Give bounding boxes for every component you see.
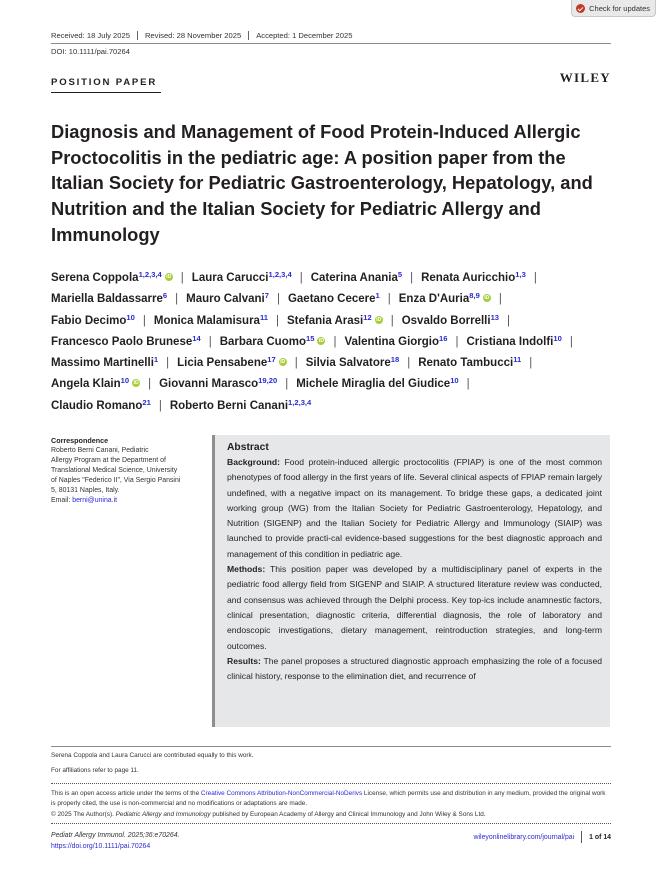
author-name-text: Mariella Baldassarre [51,293,163,306]
author-separator: | [276,293,280,306]
publisher-logo: WILEY [559,70,611,85]
author-name[interactable] [219,333,326,348]
author-separator: | [407,357,411,370]
author-name[interactable] [288,293,380,305]
orcid-icon[interactable]: iD [376,316,382,323]
footer-citation [51,831,179,852]
license-post: License, which permits use and distribution in any medium, provided the original work is properly cited, the use is non-commercial and no modifications or adaptations are made. [51,790,606,808]
check-updates-icon [576,4,585,13]
correspondence-line: 5, 80131 Naples, Italy. [51,487,120,494]
license-divider [51,783,611,784]
author-separator: | [275,314,279,327]
author-name[interactable] [311,272,402,284]
footer-right [474,831,611,843]
author-name-text: Monica Malamisura [153,314,260,327]
author-separator: | [180,272,184,284]
section-label: Results: [227,655,261,666]
author-separator: | [148,378,152,391]
footer-separator [581,831,582,843]
correspondence-heading: Correspondence [51,436,109,445]
author-name[interactable] [192,272,292,284]
author-name-text: Enza D'Auria [398,293,470,306]
accepted-date: Accepted: 1 December 2025 [248,31,359,40]
orcid-icon[interactable]: iD [166,273,172,280]
revised-date: Revised: 28 November 2025 [137,31,248,40]
author-separator: | [142,314,146,327]
author-separator: | [158,399,162,412]
author-name[interactable] [51,333,201,348]
author-name-text: Valentina Giorgio [344,335,440,348]
correspondence-line: Roberto Berni Canani, Pediatric [51,447,149,454]
author-name-text: Mauro Calvani [186,293,265,306]
author-name[interactable] [399,293,491,305]
affiliation-superscript[interactable]: 1,3 [515,270,526,279]
author-name-text: Stefania Arasi [286,314,364,327]
affiliation-superscript[interactable]: 13 [490,312,500,322]
orcid-icon[interactable]: iD [280,359,286,366]
author-line [51,311,617,332]
license-pre: This is an open access article under the terms of the [51,790,201,797]
author-line [51,374,617,395]
author-name-text: Caterina Anania [310,272,398,284]
section-text: The panel proposes a structured diagnostic approach emphasizing the role of a focused clinical history, response to the elimination diet, and recurrence of [227,655,603,682]
author-separator: | [507,314,511,327]
author-name[interactable] [466,333,562,348]
author-name[interactable] [51,312,135,327]
correspondence-line: Translational Medical Science, University [51,467,178,474]
author-name-text: Licia Pensabene [177,357,268,370]
affiliation-superscript[interactable]: 11 [259,312,268,322]
affiliation-superscript[interactable]: 10 [450,376,459,386]
author-separator: | [569,335,573,348]
author-name[interactable] [177,357,287,369]
author-name[interactable] [286,312,383,327]
author-name[interactable] [296,378,458,390]
author-name[interactable] [418,357,521,369]
author-separator: | [166,357,170,370]
author-separator: | [208,335,212,348]
header-divider [51,43,611,44]
author-name[interactable] [421,272,526,284]
affiliation-superscript[interactable]: 17 [267,355,276,365]
footer-divider [51,823,611,824]
author-name-text: Claudio Romano [51,399,143,412]
orcid-icon[interactable]: iD [133,380,139,387]
author-separator: | [294,357,298,370]
affiliation-superscript[interactable]: 12 [363,312,372,322]
abstract-methods [227,562,602,654]
affiliation-superscript[interactable]: 1,2,3,4 [288,397,312,407]
author-separator: | [387,293,391,306]
article-dates [51,31,359,40]
author-name-text: Renato Tambucci [418,357,514,370]
journal-site-link[interactable]: wileyonlinelibrary.com/journal/pai [473,833,575,841]
author-name-text: Laura Carucci [191,272,269,284]
author-line [51,289,617,310]
author-separator: | [285,378,289,391]
paper-type: POSITION PAPER [51,77,158,88]
cc-license-link[interactable]: Creative Commons Attribution-NonCommercial-NoDerivs [200,790,363,797]
affiliation-superscript[interactable]: 18 [390,355,400,365]
author-separator: | [390,314,394,327]
affiliation-superscript[interactable]: 8,9 [469,291,480,301]
author-name-text: Massimo Martinelli [51,357,154,370]
license-text [51,789,611,820]
doi-link[interactable]: https://doi.org/10.1111/pai.70264 [51,842,151,850]
affiliation-superscript[interactable]: 10 [553,333,562,343]
author-name-text: Gaetano Cecere [287,293,376,306]
section-text: Food protein-induced allergic proctocolitis (FPIAP) is one of the most common phenotypes of food allergy in the first years of life. Several clinical aspects of FPIAP remain largely undefined, with a negative impact on its management. To bridge these gaps, a dedicated joint working group (WG) from the Italian Society for Pediatric Gastroenterology, Hepatology, and Nutrition (SIGENP) and the Italian Society for Pediatric Allergy and Immunology (SIAIP) was launched to provide practi-cal evidence-based suggestions for the best diagnostic approach and management of this condition in pediatric age. [227,457,602,559]
page-number: 1 of 14 [589,833,611,841]
author-separator: | [533,272,537,284]
affiliation-superscript[interactable]: 1,2,3,4 [268,270,292,279]
author-name[interactable] [344,333,448,348]
author-name-text: Barbara Cuomo [219,335,306,348]
author-name-text: Roberto Berni Canani [169,399,289,412]
author-separator: | [498,293,502,306]
author-name[interactable] [51,357,158,369]
author-name[interactable] [306,357,399,369]
received-date: Received: 18 July 2025 [51,31,130,40]
correspondence-line: Allergy Program at the Department of [51,457,166,464]
abstract-background [227,455,602,562]
author-name-text: Giovanni Marasco [159,378,259,391]
author-name-text: Michele Miraglia del Giudice [296,378,451,391]
check-updates-label: Check for updates [589,3,650,13]
author-separator: | [175,293,179,306]
abstract-results [227,654,602,685]
affiliation-superscript[interactable]: 10 [126,312,135,322]
author-name[interactable] [51,397,151,412]
affiliation-superscript[interactable]: 21 [142,397,151,407]
section-label: Methods: [227,564,266,575]
author-separator: | [466,378,470,391]
affiliation-superscript[interactable]: 1 [375,291,380,301]
author-line [51,353,617,374]
author-separator: | [299,272,303,284]
author-name[interactable] [51,378,140,390]
affiliation-superscript[interactable]: 19,20 [258,376,278,386]
copyright-journal: Pediatric Allergy and Immunology [115,810,211,818]
author-name[interactable] [401,312,500,327]
author-name-text: Silvia Salvatore [305,357,391,370]
check-for-updates-badge[interactable] [571,0,656,17]
correspondence-line: of Naples "Federico II", Via Sergio Pansini [51,477,181,484]
paper-title: Diagnosis and Management of Food Protein-Induced Allergic Proctocolitis in the pediatric age: A position paper from the Italian Society for Pediatric Gastroenterology, Hepatology, and Nutrition and the Italian Society for Pediatric Allergy and Immunology [51,121,593,245]
author-name[interactable] [186,293,269,305]
author-name[interactable] [159,378,277,390]
affiliation-superscript[interactable]: 10 [120,376,130,386]
author-name-text: Renata Auricchio [421,272,516,284]
affiliation-superscript[interactable]: 11 [513,355,522,365]
author-name-text: Serena Coppola [51,272,139,284]
author-line [51,332,617,353]
orcid-icon[interactable]: iD [318,337,325,344]
affiliation-superscript[interactable]: 1 [153,355,159,365]
orcid-icon[interactable]: iD [484,295,490,302]
copyright-pre: © 2025 The Author(s). [51,810,116,818]
section-text: This position paper was developed by a multidisciplinary panel of experts in the pediatric food allergy field from SIGENP and SIAIP. A structured literature review was conducted, and consensus was achieved through the Delphi process. Key top-ics include anamnestic factors, clinical presentation, diagnostic criteria, differential diagnosis, the role of laboratory and endoscopic investigations, dietary management, reintroduction strategies, and long-term outcomes. [227,564,603,651]
affiliation-superscript[interactable]: 6 [162,291,168,301]
article-doi: DOI: 10.1111/pai.70264 [51,47,130,56]
abstract-box [212,435,610,727]
email-label: Email: [51,497,71,504]
email-link[interactable]: berni@unina.it [72,497,118,504]
affiliation-superscript[interactable]: 16 [439,333,448,343]
footnote-divider [51,746,611,747]
correspondence [51,436,201,506]
author-name-text: Francesco Paolo Brunese [51,335,193,348]
author-name[interactable] [153,312,268,327]
correspondence-email [51,496,201,506]
paper-type-underline [51,92,161,93]
affiliations-note: For affiliations refer to page 11. [51,767,139,774]
affiliation-superscript[interactable]: 14 [192,333,201,343]
affiliation-superscript[interactable]: 15 [305,333,315,343]
author-separator: | [333,335,337,348]
affiliation-superscript[interactable]: 5 [397,270,403,279]
abstract-heading: Abstract [227,442,269,453]
author-name-text: Osvaldo Borrelli [401,314,491,327]
author-name[interactable] [51,293,167,305]
section-label: Background: [227,457,280,467]
equal-contribution-note: Serena Coppola and Laura Carucci are contributed equally to this work. [51,752,254,759]
affiliation-superscript[interactable]: 7 [264,291,269,301]
author-line [51,396,617,417]
author-line [51,268,617,289]
author-separator: | [410,272,414,284]
copyright-post: published by European Academy of Allergy and Clinical Immunology and John Wiley & Sons Ltd. [210,810,486,818]
author-name[interactable] [51,272,173,284]
author-separator: | [455,335,459,348]
author-name[interactable] [169,397,312,412]
author-name-text: Fabio Decimo [51,314,127,327]
author-separator: | [529,357,533,370]
author-list [51,268,617,417]
author-name-text: Cristiana Indolfi [466,335,554,348]
affiliation-superscript[interactable]: 1,2,3,4 [138,270,162,279]
author-name-text: Angela Klain [51,378,121,391]
citation-text: Pediatr Allergy Immunol. 2025;36:e70264. [51,832,180,839]
